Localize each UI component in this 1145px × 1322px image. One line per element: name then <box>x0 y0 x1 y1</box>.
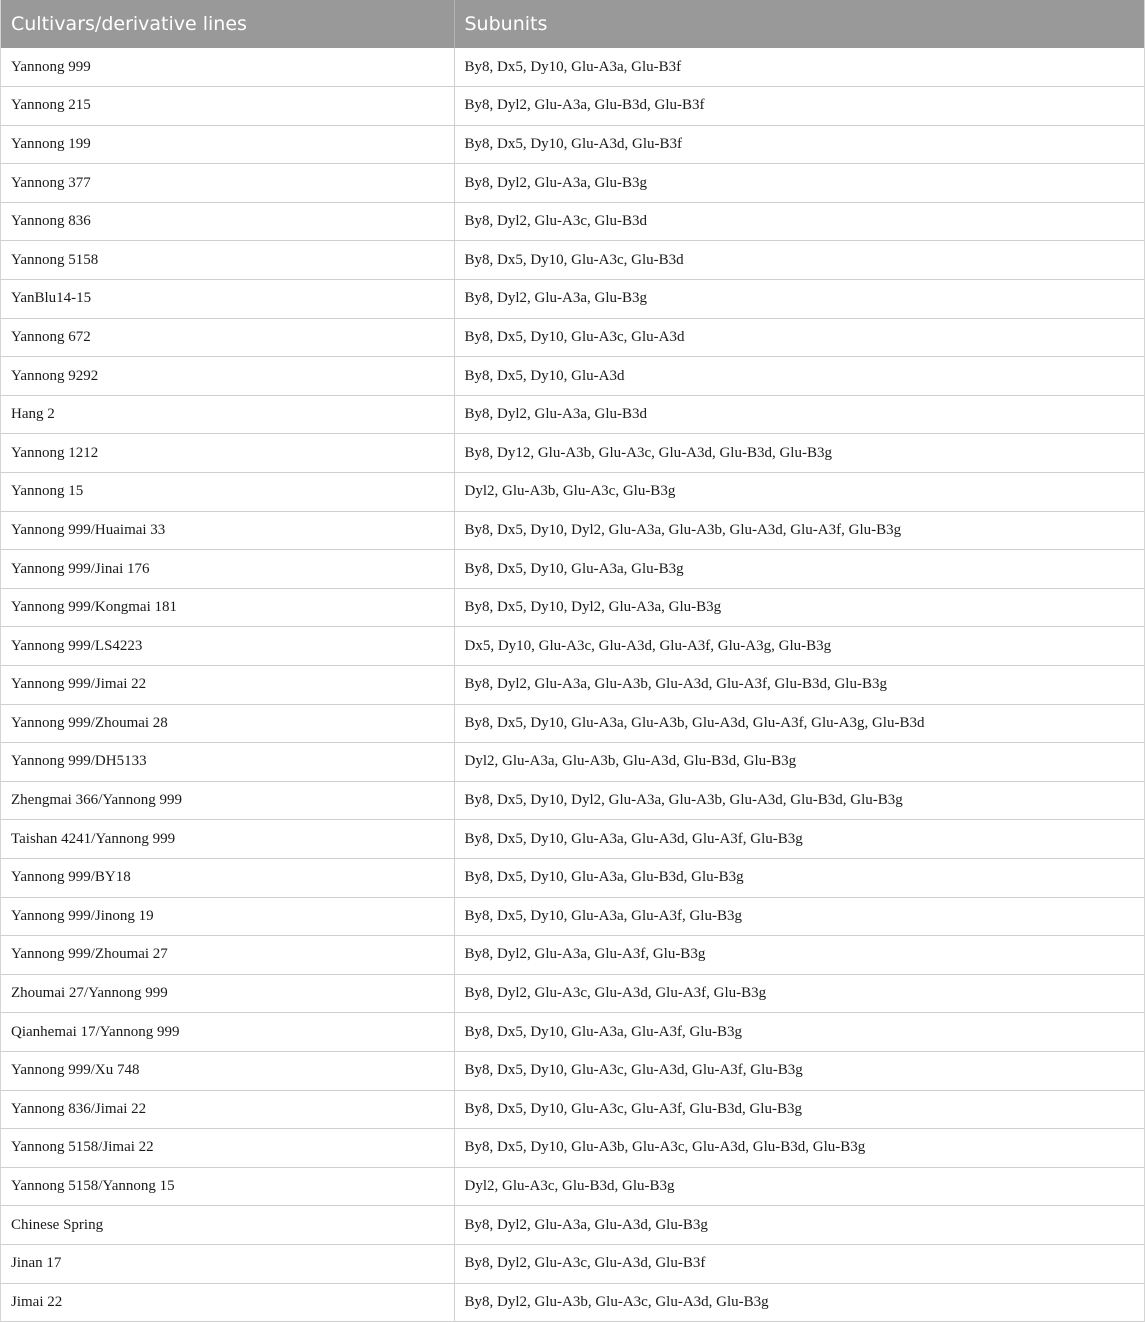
subunits-cell: By8, Dx5, Dy10, Glu-A3a, Glu-B3g <box>454 550 1144 589</box>
subunits-cell: By8, Dx5, Dy10, Glu-A3a, Glu-A3b, Glu-A3d, Glu-A3f, Glu-A3g, Glu-B3d <box>454 704 1144 743</box>
table-row <box>1 125 1144 164</box>
subunits-cell: By8, Dyl2, Glu-A3b, Glu-A3c, Glu-A3d, Glu-B3g <box>454 1283 1144 1322</box>
table-row <box>1 1090 1144 1129</box>
subunits-cell: By8, Dx5, Dy10, Glu-A3d <box>454 357 1144 396</box>
table-row <box>1 511 1144 550</box>
header-row <box>1 0 1144 48</box>
cultivar-cell: Yannong 999/Zhoumai 27 <box>1 936 454 975</box>
cultivar-cell: Yannong 999/BY18 <box>1 858 454 897</box>
table-row <box>1 936 1144 975</box>
subunits-cell: By8, Dyl2, Glu-A3c, Glu-A3d, Glu-B3f <box>454 1244 1144 1283</box>
subunits-cell: By8, Dyl2, Glu-A3a, Glu-B3g <box>454 164 1144 203</box>
cultivar-cell: Zhoumai 27/Yannong 999 <box>1 974 454 1013</box>
table-row <box>1 666 1144 705</box>
subunits-cell: Dyl2, Glu-A3c, Glu-B3d, Glu-B3g <box>454 1167 1144 1206</box>
subunits-cell: Dyl2, Glu-A3b, Glu-A3c, Glu-B3g <box>454 473 1144 512</box>
cultivar-cell: Yannong 836/Jimai 22 <box>1 1090 454 1129</box>
subunits-cell: By8, Dx5, Dy10, Dyl2, Glu-A3a, Glu-A3b, Glu-A3d, Glu-A3f, Glu-B3g <box>454 511 1144 550</box>
cultivar-cell: Yannong 836 <box>1 202 454 241</box>
cultivar-cell: Qianhemai 17/Yannong 999 <box>1 1013 454 1052</box>
cultivar-cell: YanBlu14-15 <box>1 280 454 319</box>
table-row <box>1 1051 1144 1090</box>
subunits-cell: By8, Dx5, Dy10, Glu-A3a, Glu-A3d, Glu-A3f, Glu-B3g <box>454 820 1144 859</box>
subunits-cell: By8, Dx5, Dy10, Glu-A3c, Glu-B3d <box>454 241 1144 280</box>
cultivar-cell: Yannong 999/Jinong 19 <box>1 897 454 936</box>
subunits-cell: By8, Dyl2, Glu-A3a, Glu-A3f, Glu-B3g <box>454 936 1144 975</box>
cultivar-cell: Yannong 5158/Jimai 22 <box>1 1129 454 1168</box>
cultivar-cell: Zhengmai 366/Yannong 999 <box>1 781 454 820</box>
cultivar-cell: Yannong 5158 <box>1 241 454 280</box>
cultivar-cell: Yannong 199 <box>1 125 454 164</box>
subunits-cell: By8, Dx5, Dy10, Dyl2, Glu-A3a, Glu-A3b, Glu-A3d, Glu-B3d, Glu-B3g <box>454 781 1144 820</box>
table-header <box>1 0 1144 48</box>
cultivar-cell: Yannong 999/LS4223 <box>1 627 454 666</box>
table-row <box>1 588 1144 627</box>
table-row <box>1 1129 1144 1168</box>
subunits-cell: By8, Dy12, Glu-A3b, Glu-A3c, Glu-A3d, Glu-B3d, Glu-B3g <box>454 434 1144 473</box>
cultivar-cell: Chinese Spring <box>1 1206 454 1245</box>
subunits-cell: By8, Dx5, Dy10, Glu-A3c, Glu-A3d <box>454 318 1144 357</box>
cultivar-cell: Yannong 5158/Yannong 15 <box>1 1167 454 1206</box>
table-row <box>1 974 1144 1013</box>
subunits-cell: By8, Dx5, Dy10, Glu-A3d, Glu-B3f <box>454 125 1144 164</box>
cultivar-cell: Yannong 672 <box>1 318 454 357</box>
subunits-cell: By8, Dyl2, Glu-A3a, Glu-B3d <box>454 395 1144 434</box>
table-row <box>1 241 1144 280</box>
table-row <box>1 1013 1144 1052</box>
table-row <box>1 87 1144 126</box>
subunits-cell: By8, Dx5, Dy10, Glu-A3a, Glu-B3d, Glu-B3g <box>454 858 1144 897</box>
cultivar-cell: Yannong 999 <box>1 48 454 87</box>
subunits-table <box>1 0 1144 1322</box>
subunits-cell: By8, Dyl2, Glu-A3a, Glu-B3g <box>454 280 1144 319</box>
table-row <box>1 781 1144 820</box>
subunits-cell: By8, Dx5, Dy10, Glu-A3c, Glu-A3f, Glu-B3d, Glu-B3g <box>454 1090 1144 1129</box>
subunits-cell: By8, Dx5, Dy10, Glu-A3a, Glu-B3f <box>454 48 1144 87</box>
subunits-cell: By8, Dyl2, Glu-A3c, Glu-A3d, Glu-A3f, Glu-B3g <box>454 974 1144 1013</box>
table-row <box>1 820 1144 859</box>
table-row <box>1 550 1144 589</box>
cultivar-cell: Yannong 15 <box>1 473 454 512</box>
subunits-cell: By8, Dyl2, Glu-A3a, Glu-A3d, Glu-B3g <box>454 1206 1144 1245</box>
cultivar-cell: Yannong 377 <box>1 164 454 203</box>
subunits-cell: Dx5, Dy10, Glu-A3c, Glu-A3d, Glu-A3f, Glu-A3g, Glu-B3g <box>454 627 1144 666</box>
subunits-cell: By8, Dyl2, Glu-A3a, Glu-A3b, Glu-A3d, Glu-A3f, Glu-B3d, Glu-B3g <box>454 666 1144 705</box>
cultivar-cell: Yannong 999/Jimai 22 <box>1 666 454 705</box>
table-row <box>1 1283 1144 1322</box>
table-row <box>1 1167 1144 1206</box>
cultivar-cell: Yannong 999/Xu 748 <box>1 1051 454 1090</box>
table-row <box>1 48 1144 87</box>
subunits-cell: By8, Dx5, Dy10, Glu-A3a, Glu-A3f, Glu-B3g <box>454 897 1144 936</box>
table-row <box>1 1206 1144 1245</box>
subunits-cell: By8, Dyl2, Glu-A3c, Glu-B3d <box>454 202 1144 241</box>
table-row <box>1 627 1144 666</box>
table-row <box>1 280 1144 319</box>
cultivar-cell: Yannong 1212 <box>1 434 454 473</box>
cultivar-cell: Yannong 999/DH5133 <box>1 743 454 782</box>
cultivar-cell: Yannong 999/Huaimai 33 <box>1 511 454 550</box>
subunits-cell: Dyl2, Glu-A3a, Glu-A3b, Glu-A3d, Glu-B3d, Glu-B3g <box>454 743 1144 782</box>
table-row <box>1 318 1144 357</box>
cultivar-cell: Jinan 17 <box>1 1244 454 1283</box>
header-cultivars: Cultivars/derivative lines <box>1 0 454 48</box>
cultivar-cell: Yannong 999/Zhoumai 28 <box>1 704 454 743</box>
table-body <box>1 48 1144 1322</box>
table-row <box>1 704 1144 743</box>
table-row <box>1 202 1144 241</box>
table-row <box>1 357 1144 396</box>
table-row <box>1 473 1144 512</box>
cultivar-cell: Hang 2 <box>1 395 454 434</box>
cultivar-cell: Yannong 999/Kongmai 181 <box>1 588 454 627</box>
subunits-cell: By8, Dyl2, Glu-A3a, Glu-B3d, Glu-B3f <box>454 87 1144 126</box>
table-row <box>1 858 1144 897</box>
subunits-cell: By8, Dx5, Dy10, Dyl2, Glu-A3a, Glu-B3g <box>454 588 1144 627</box>
subunits-cell: By8, Dx5, Dy10, Glu-A3c, Glu-A3d, Glu-A3f, Glu-B3g <box>454 1051 1144 1090</box>
cultivar-cell: Yannong 215 <box>1 87 454 126</box>
cultivar-cell: Jimai 22 <box>1 1283 454 1322</box>
table-row <box>1 434 1144 473</box>
cultivar-cell: Yannong 999/Jinai 176 <box>1 550 454 589</box>
table-row <box>1 897 1144 936</box>
table-row <box>1 164 1144 203</box>
cultivar-cell: Yannong 9292 <box>1 357 454 396</box>
subunits-cell: By8, Dx5, Dy10, Glu-A3b, Glu-A3c, Glu-A3d, Glu-B3d, Glu-B3g <box>454 1129 1144 1168</box>
table-row <box>1 1244 1144 1283</box>
table-row <box>1 743 1144 782</box>
subunits-cell: By8, Dx5, Dy10, Glu-A3a, Glu-A3f, Glu-B3g <box>454 1013 1144 1052</box>
header-subunits: Subunits <box>454 0 1144 48</box>
table-row <box>1 395 1144 434</box>
cultivar-cell: Taishan 4241/Yannong 999 <box>1 820 454 859</box>
